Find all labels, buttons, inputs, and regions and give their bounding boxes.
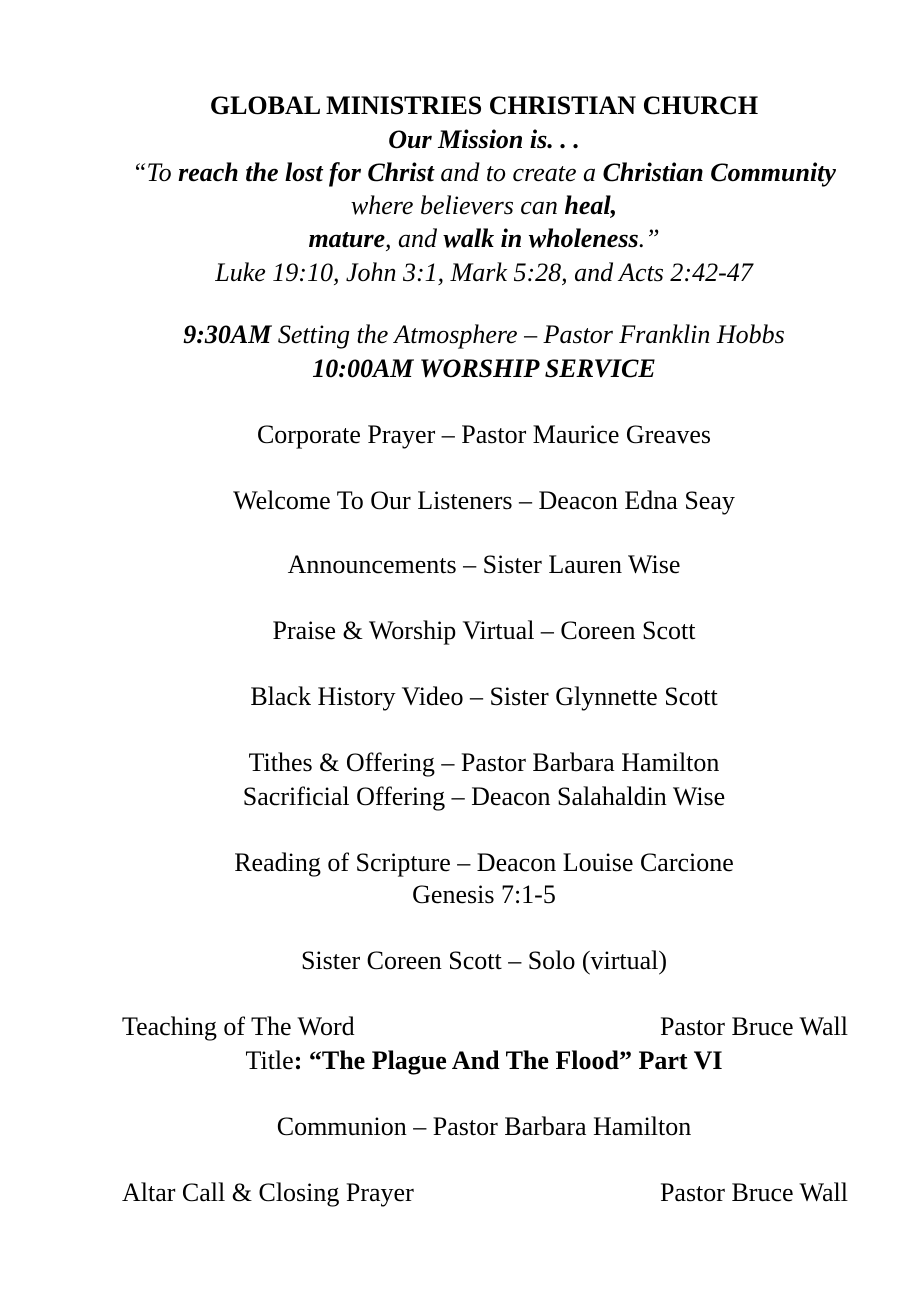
service-title: 10:00AM WORSHIP SERVICE [312,354,656,383]
mission-emphasis: mature [308,224,386,253]
mission-text: and to create a [433,158,603,187]
sermon-title [0,1045,916,1077]
program-item-black-history: Black History Video – Sister Glynnette Scott [250,682,718,711]
altar-call-speaker: Pastor Bruce Wall [659,1178,848,1207]
mission-text: , and [385,224,444,253]
sermon-title-value: : “The Plague And The Flood” Part VI [293,1046,723,1075]
teaching-label: Teaching of The Word [122,1012,355,1041]
program-item-communion: Communion – Pastor Barbara Hamilton [276,1112,692,1141]
mission-text: where believers can [350,191,565,220]
program-item-praise-worship: Praise & Worship Virtual – Coreen Scott [272,616,696,645]
mission-emphasis: heal, [564,191,618,220]
pre-service-time: 9:30AM [183,320,272,349]
mission-emphasis: reach the lost for Christ [178,158,434,187]
teaching-speaker: Pastor Bruce Wall [659,1012,848,1041]
program-item-reading: Reading of Scripture – Deacon Louise Carcione [234,848,734,877]
mission-text: .” [638,224,660,253]
mission-line-1 [0,157,916,189]
program-item-announcements: Announcements – Sister Lauren Wise [287,550,681,579]
program-item-sacrificial-offering: Sacrificial Offering – Deacon Salahaldin Wise [242,782,726,811]
mission-heading: Our Mission is. . . [388,125,580,154]
church-name: GLOBAL MINISTRIES CHRISTIAN CHURCH [209,91,759,120]
program-item-corporate-prayer: Corporate Prayer – Pastor Maurice Greaves [256,420,712,449]
mission-emphasis: walk in wholeness [443,224,639,253]
program-item-tithes: Tithes & Offering – Pastor Barbara Hamilton [248,748,720,777]
altar-call-label: Altar Call & Closing Prayer [122,1178,414,1207]
program-item-welcome: Welcome To Our Listeners – Deacon Edna Seay [233,486,735,515]
reading-passage: Genesis 7:1-5 [412,880,556,909]
pre-service-line [0,319,916,351]
sermon-title-label: Title [245,1046,294,1075]
pre-service-text: Setting the Atmosphere – Pastor Franklin Hobbs [271,320,785,349]
mission-text: “To [132,158,179,187]
mission-line-2 [0,190,916,222]
mission-line-3 [0,223,916,255]
mission-emphasis: Christian Community [602,158,836,187]
scripture-references: Luke 19:10, John 3:1, Mark 5:28, and Acts 2:42-47 [215,258,753,287]
program-item-solo: Sister Coreen Scott – Solo (virtual) [300,946,668,975]
